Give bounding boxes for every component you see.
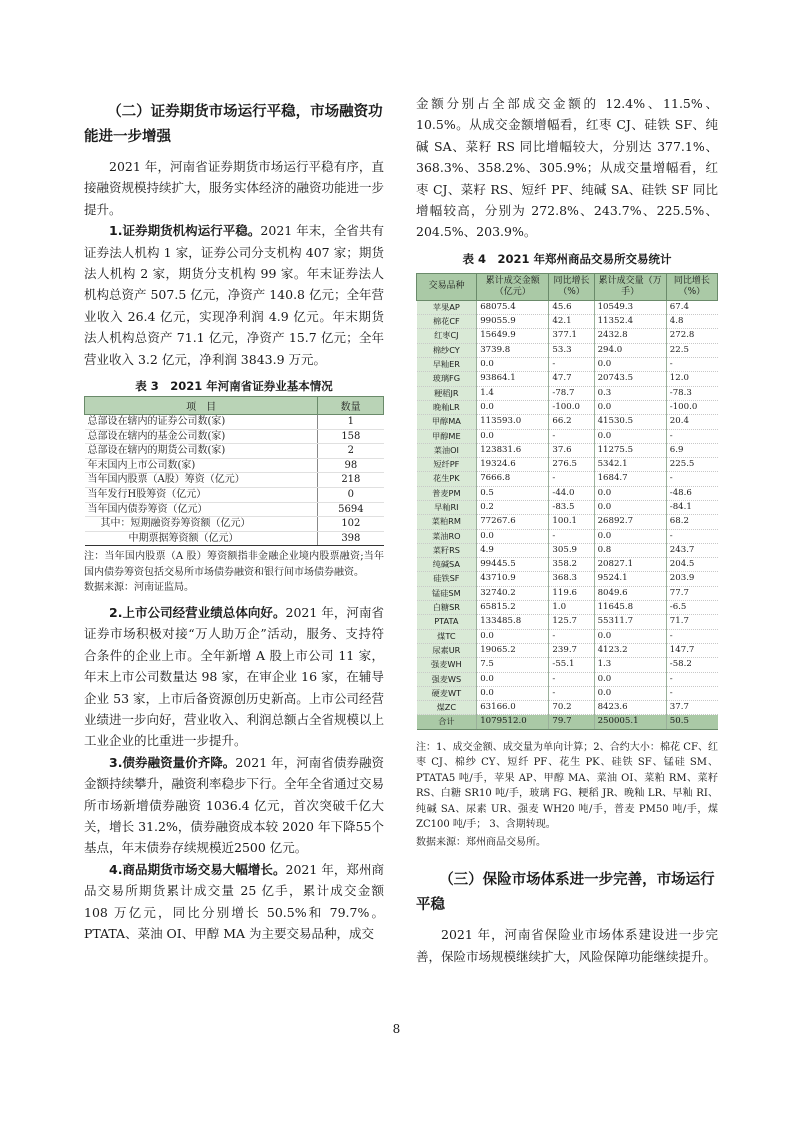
- table4-product-cell: 红枣CJ: [417, 329, 477, 343]
- table4-value-cell: -: [549, 672, 594, 686]
- table4-value-cell: -100.0: [666, 400, 717, 414]
- table4-product-cell: 煤TC: [417, 629, 477, 643]
- paragraph-text: 2021 年，河南省债券融资金额持续攀升，融资利率稳步下行。全年全省通过交易所市场新增债券融资 1036.4 亿元，首次突破千亿大关，增长 31.2%，债券融资成本较 2020 年下降55个基点，年末债券存续规模近2500 亿元。: [84, 754, 385, 856]
- table-row: [85, 458, 384, 473]
- table4-value-cell: -84.1: [666, 501, 717, 515]
- table4: [416, 273, 718, 730]
- table4-value-cell: 45.6: [549, 300, 594, 314]
- table4-caption: 表 4 2021 年郑州商品交易所交易统计: [462, 251, 672, 266]
- table4-value-cell: 20827.1: [594, 558, 666, 572]
- table4-value-cell: 67.4: [666, 300, 717, 314]
- table3-value: 5694: [318, 502, 384, 517]
- table4-value-cell: 0.0: [594, 672, 666, 686]
- table4-product-cell: 合计: [417, 715, 477, 729]
- table4-value-cell: 20.4: [666, 415, 717, 429]
- table3-label: 当年国内股票（A股）筹资（亿元）: [85, 473, 318, 488]
- table-row: [417, 558, 718, 572]
- paragraph-title: 3.债券融资量价齐降。: [109, 754, 236, 770]
- table4-value-cell: 65815.2: [477, 601, 549, 615]
- table4-value-cell: 37.7: [666, 701, 717, 715]
- table4-value-cell: 0.0: [477, 529, 549, 543]
- table4-product-cell: 强麦WS: [417, 672, 477, 686]
- table4-value-cell: 11645.8: [594, 601, 666, 615]
- table4-value-cell: -78.7: [549, 386, 594, 400]
- table4-product-cell: 普麦PM: [417, 486, 477, 500]
- table4-value-cell: 377.1: [549, 329, 594, 343]
- table4-value-cell: 47.7: [549, 372, 594, 386]
- table4-product-cell: 强麦WH: [417, 658, 477, 672]
- table4-value-cell: 99055.9: [477, 315, 549, 329]
- table4-value-cell: 68.2: [666, 515, 717, 529]
- table4-value-cell: -: [666, 429, 717, 443]
- table4-value-cell: 204.5: [666, 558, 717, 572]
- table4-value-cell: -48.6: [666, 486, 717, 500]
- table3-label: 当年国内债券筹资（亿元）: [85, 502, 318, 517]
- table-row: [417, 601, 718, 615]
- table4-value-cell: 0.0: [477, 686, 549, 700]
- table4-value-cell: 0.5: [477, 486, 549, 500]
- table-row: [85, 444, 384, 459]
- table4-header-cell: 同比增长（%）: [549, 273, 594, 300]
- table4-product-cell: 花生PK: [417, 472, 477, 486]
- table4-value-cell: -100.0: [549, 400, 594, 414]
- table-row: [417, 529, 718, 543]
- table4-value-cell: -: [666, 472, 717, 486]
- table4-product-cell: 硬麦WT: [417, 686, 477, 700]
- table4-value-cell: 368.3: [549, 572, 594, 586]
- table4-value-cell: 8049.6: [594, 586, 666, 600]
- table3-value: 2: [318, 444, 384, 459]
- table4-value-cell: 43710.9: [477, 572, 549, 586]
- table4-value-cell: 5342.1: [594, 458, 666, 472]
- table-row: [417, 572, 718, 586]
- table-row: [417, 300, 718, 314]
- paragraph-text: 2021 年，郑州商品交易所期货累计成交量 25 亿手，累计成交金额 108 万亿元，同比分别增长 50.5%和 79.7%。PTATA、菜油 OI、甲醇 MA 为主要交易品种，成交: [84, 861, 384, 941]
- table3-label: 总部设在辖内的证券公司数(家): [85, 415, 318, 430]
- table4-value-cell: 68075.4: [477, 300, 549, 314]
- table4-value-cell: 22.5: [666, 343, 717, 357]
- table-row: [417, 315, 718, 329]
- table-row: [417, 472, 718, 486]
- table4-value-cell: 147.7: [666, 643, 717, 657]
- table4-product-cell: 早籼RI: [417, 501, 477, 515]
- table4-value-cell: -: [666, 358, 717, 372]
- table4-value-cell: 119.6: [549, 586, 594, 600]
- table4-value-cell: 7.5: [477, 658, 549, 672]
- table-row: [417, 386, 718, 400]
- table-row: [417, 343, 718, 357]
- table3-label: 总部设在辖内的基金公司数(家): [85, 429, 318, 444]
- table4-value-cell: 11352.4: [594, 315, 666, 329]
- table4-value-cell: -: [549, 429, 594, 443]
- table3-header-count: 数量: [318, 397, 384, 415]
- paragraph-text: 2021 年，河南省证券市场积极对接“万人助万企”活动，服务、支持符合条件的企业上市。全年新增 A 股上市公司 11 家，年末上市公司数量达 98 家，在审企业 16 家，在辅导企业 53 家，上市后备资源创历史新高。上市公司经营业绩进一步向好，营业收入、利润总额占全省规模以上工业企业的比重进一步提升。: [84, 604, 385, 749]
- table-row: [417, 686, 718, 700]
- table4-value-cell: 77267.6: [477, 515, 549, 529]
- table4-value-cell: -: [666, 629, 717, 643]
- table4-product-cell: 硅铁SF: [417, 572, 477, 586]
- table4-value-cell: 42.1: [549, 315, 594, 329]
- table4-value-cell: 12.0: [666, 372, 717, 386]
- table4-value-cell: 4123.2: [594, 643, 666, 657]
- table-row: [85, 531, 384, 546]
- table4-value-cell: 0.0: [477, 629, 549, 643]
- table-row: [85, 502, 384, 517]
- table4-value-cell: -: [666, 686, 717, 700]
- table4-value-cell: 0.0: [594, 358, 666, 372]
- table4-product-cell: 菜粕RM: [417, 515, 477, 529]
- table-row: [417, 358, 718, 372]
- table4-value-cell: 4.8: [666, 315, 717, 329]
- table4-value-cell: 0.0: [594, 529, 666, 543]
- table4-value-cell: 305.9: [549, 543, 594, 557]
- table4-product-cell: 纯碱SA: [417, 558, 477, 572]
- table4-product-cell: 甲醇ME: [417, 429, 477, 443]
- table4-value-cell: 70.2: [549, 701, 594, 715]
- table3-label: 当年发行H股筹资（亿元）: [85, 488, 318, 503]
- table4-value-cell: -: [549, 629, 594, 643]
- table4-value-cell: 37.6: [549, 443, 594, 457]
- table4-value-cell: 0.8: [594, 543, 666, 557]
- table4-value-cell: 11275.5: [594, 443, 666, 457]
- table3-value: 398: [318, 531, 384, 546]
- section-heading-insurance: （三）保险市场体系进一步完善，市场运行平稳: [416, 872, 715, 914]
- right-column: [416, 93, 718, 967]
- page-number: 8: [392, 1022, 401, 1036]
- table4-value-cell: 0.2: [477, 501, 549, 515]
- table-row: [417, 586, 718, 600]
- table4-value-cell: 239.7: [549, 643, 594, 657]
- table3-note: 注：当年国内股票（A 股）筹资额指非金融企业境内股票融资;当年国内债券筹资包括交易所市场债券融资和银行间市场债券融资。: [84, 551, 384, 578]
- paragraph-bonds: [84, 752, 384, 859]
- table-row: [85, 473, 384, 488]
- table4-value-cell: 66.2: [549, 415, 594, 429]
- table4-value-cell: 276.5: [549, 458, 594, 472]
- table-row: [417, 543, 718, 557]
- table4-product-cell: 晚籼LR: [417, 400, 477, 414]
- paragraph-title: 4.商品期货市场交易大幅增长。: [109, 861, 286, 877]
- table4-header-cell: 同比增长（%）: [666, 273, 717, 300]
- table4-product-cell: 苹果AP: [417, 300, 477, 314]
- table4-value-cell: 0.0: [594, 400, 666, 414]
- table-row: [417, 615, 718, 629]
- table-row: [85, 429, 384, 444]
- table4-value-cell: 0.0: [477, 429, 549, 443]
- table3-header-item: 项 目: [85, 397, 318, 415]
- table4-value-cell: 225.5: [666, 458, 717, 472]
- table4-value-cell: 0.0: [594, 686, 666, 700]
- table4-value-cell: 2432.8: [594, 329, 666, 343]
- table-row: [417, 400, 718, 414]
- table4-value-cell: 4.9: [477, 543, 549, 557]
- table4-product-cell: 菜油OI: [417, 443, 477, 457]
- table4-value-cell: 79.7: [549, 715, 594, 729]
- table4-product-cell: 粳稻JR: [417, 386, 477, 400]
- table-row: [417, 629, 718, 643]
- table4-value-cell: 0.0: [594, 501, 666, 515]
- table4-value-cell: 133485.8: [477, 615, 549, 629]
- table4-value-cell: 113593.0: [477, 415, 549, 429]
- paragraph-title: 2.上市公司经营业绩总体向好。: [109, 604, 286, 620]
- table4-value-cell: 0.0: [594, 486, 666, 500]
- table4-value-cell: -83.5: [549, 501, 594, 515]
- table4-product-cell: 白糖SR: [417, 601, 477, 615]
- table4-value-cell: 77.7: [666, 586, 717, 600]
- table4-value-cell: 1684.7: [594, 472, 666, 486]
- table4-source: 数据来源：郑州商品交易所。: [416, 836, 546, 848]
- table4-product-cell: 菜籽RS: [417, 543, 477, 557]
- table4-product-cell: 玻璃FG: [417, 372, 477, 386]
- table4-value-cell: 53.3: [549, 343, 594, 357]
- table4-value-cell: 7666.8: [477, 472, 549, 486]
- table4-value-cell: -6.5: [666, 601, 717, 615]
- table-row: [417, 329, 718, 343]
- table3-label: 中期票据筹资额（亿元）: [85, 531, 318, 546]
- paragraph-institutions: [84, 220, 384, 370]
- table3-header: [85, 397, 384, 415]
- table4-value-cell: 63166.0: [477, 701, 549, 715]
- table3-value: 0: [318, 488, 384, 503]
- table-row: [85, 415, 384, 430]
- table4-value-cell: 1.4: [477, 386, 549, 400]
- table4-header: [417, 273, 718, 300]
- table4-product-cell: 尿素UR: [417, 643, 477, 657]
- table4-value-cell: 203.9: [666, 572, 717, 586]
- table4-value-cell: 99445.5: [477, 558, 549, 572]
- table4-value-cell: -: [549, 529, 594, 543]
- table4-value-cell: 125.7: [549, 615, 594, 629]
- table4-value-cell: -: [549, 686, 594, 700]
- table4-value-cell: -55.1: [549, 658, 594, 672]
- table4-value-cell: 243.7: [666, 543, 717, 557]
- table4-value-cell: 1079512.0: [477, 715, 549, 729]
- table4-value-cell: 100.1: [549, 515, 594, 529]
- table4-value-cell: 20743.5: [594, 372, 666, 386]
- table4-value-cell: 0.0: [594, 629, 666, 643]
- table-row: [417, 515, 718, 529]
- table-row: [85, 517, 384, 532]
- table-row: [417, 701, 718, 715]
- table4-value-cell: 358.2: [549, 558, 594, 572]
- table4-value-cell: 55311.7: [594, 615, 666, 629]
- section-heading-securities: （二）证券期货市场运行平稳，市场融资功能进一步增强: [84, 104, 383, 145]
- table4-value-cell: 1.0: [549, 601, 594, 615]
- table4-body: [417, 300, 718, 729]
- table3-source: 数据来源：河南证监局。: [84, 582, 194, 594]
- table4-value-cell: -: [666, 529, 717, 543]
- table3-value: 102: [318, 517, 384, 532]
- table4-value-cell: 19324.6: [477, 458, 549, 472]
- table4-value-cell: 6.9: [666, 443, 717, 457]
- table4-value-cell: 10549.3: [594, 300, 666, 314]
- table4-value-cell: 9524.1: [594, 572, 666, 586]
- table4-value-cell: 1.3: [594, 658, 666, 672]
- table4-value-cell: 0.3: [594, 386, 666, 400]
- table4-value-cell: 0.0: [477, 358, 549, 372]
- table-row: [417, 643, 718, 657]
- table3-value: 98: [318, 458, 384, 473]
- table4-product-cell: 锰硅SM: [417, 586, 477, 600]
- intro-paragraph: 2021 年，河南省证券期货市场运行平稳有序，直接融资规模持续扩大，服务实体经济的融资功能进一步提升。: [84, 159, 385, 217]
- table4-header-cell: 累计成交金额（亿元）: [477, 273, 549, 300]
- table3-value: 158: [318, 429, 384, 444]
- table-row: [417, 658, 718, 672]
- table4-value-cell: 32740.2: [477, 586, 549, 600]
- table4-product-cell: 煤ZC: [417, 701, 477, 715]
- table4-value-cell: 26892.7: [594, 515, 666, 529]
- table-row: [417, 429, 718, 443]
- table4-value-cell: 19065.2: [477, 643, 549, 657]
- table4-value-cell: -: [549, 358, 594, 372]
- table4-value-cell: 71.7: [666, 615, 717, 629]
- table4-value-cell: 93864.1: [477, 372, 549, 386]
- paragraph-title: 1.证券期货机构运行平稳。: [109, 223, 261, 239]
- table4-total-row: [417, 715, 718, 729]
- table4-value-cell: 294.0: [594, 343, 666, 357]
- table4-value-cell: 0.0: [477, 400, 549, 414]
- paragraph-listed-companies: [84, 602, 384, 752]
- table-row: [85, 488, 384, 503]
- paragraph-futures: [84, 859, 384, 945]
- table4-header-cell: 累计成交量（万手）: [594, 273, 666, 300]
- table4-note: 注：1、成交金额、成交量为单向计算；2、合约大小：棉花 CF、红枣 CJ、棉纱 CY、短纤 PF、花生 PK、硅铁 SF、锰硅 SM、PTATA5 吨/手，苹果 AP、甲醇 MA、菜油 OI、菜粕 RM、菜籽 RS、白糖 SR10 吨/手，玻璃 FG、粳稻 JR、晚籼 LR、早籼 RI、纯碱 SA、尿素 UR、强麦 WH20 吨/手，普麦 PM50 吨/手，煤 ZC100 吨/手； 3、含期转现。: [416, 741, 718, 831]
- table4-value-cell: 41530.5: [594, 415, 666, 429]
- table4-product-cell: 早籼ER: [417, 358, 477, 372]
- table3-label: 年末国内上市公司数(家): [85, 458, 318, 473]
- paragraph-futures-continued: 金额分别占全部成交金额的 12.4%、11.5%、10.5%。从成交金额增幅看，红枣 CJ、硅铁 SF、纯碱 SA、菜籽 RS 同比增幅较大，分别达 377.1%、368.3%、358.2%、305.9%；从成交量增幅看，红枣 CJ、菜籽 RS、短纤 PF、纯碱 SA、硅铁 SF 同比增幅较高，分别为 272.8%、243.7%、225.5%、204.5%、203.9%。: [416, 96, 718, 240]
- table-row: [417, 672, 718, 686]
- table-row: [417, 415, 718, 429]
- table-row: [417, 443, 718, 457]
- table4-product-cell: 棉纱CY: [417, 343, 477, 357]
- table-row: [417, 501, 718, 515]
- table4-value-cell: -44.0: [549, 486, 594, 500]
- table4-header-cell: 交易品种: [417, 273, 477, 300]
- table3-value: 1: [318, 415, 384, 430]
- table4-value-cell: 3739.8: [477, 343, 549, 357]
- table4-value-cell: 250005.1: [594, 715, 666, 729]
- paragraph-insurance: 2021 年，河南省保险业市场体系建设进一步完善，保险市场规模继续扩大，风险保障功能继续提升。: [416, 927, 718, 964]
- table3-value: 218: [318, 473, 384, 488]
- table4-value-cell: -: [666, 672, 717, 686]
- table4-product-cell: PTATA: [417, 615, 477, 629]
- table3-label: 总部设在辖内的期货公司数(家): [85, 444, 318, 459]
- table4-value-cell: 0.0: [594, 429, 666, 443]
- table4-product-cell: 棉花CF: [417, 315, 477, 329]
- table4-value-cell: -78.3: [666, 386, 717, 400]
- table3-caption: 表 3 2021 年河南省证券业基本情况: [135, 379, 333, 394]
- table4-product-cell: 短纤PF: [417, 458, 477, 472]
- table4-product-cell: 菜油RO: [417, 529, 477, 543]
- table4-value-cell: 0.0: [477, 672, 549, 686]
- table-row: [417, 486, 718, 500]
- paragraph-text: 2021 年末，全省共有证券法人机构 1 家，证券公司分支机构 407 家；期货法人机构 2 家，期货分支机构 99 家。年末证券法人机构总资产 507.5 亿元，净资产 140.8 亿元；全年营业收入 26.4 亿元，实现净利润 4.9 亿元。年末期货法人机构总资产 71.1 亿元，净资产 15.7 亿元；全年营业收入 3.2 亿元，净利润 3843.9 万元。: [84, 223, 384, 367]
- table4-value-cell: 50.5: [666, 715, 717, 729]
- table4-value-cell: -58.2: [666, 658, 717, 672]
- left-column: [84, 100, 384, 944]
- table4-value-cell: 123831.6: [477, 443, 549, 457]
- table4-value-cell: -: [549, 472, 594, 486]
- table4-value-cell: 15649.9: [477, 329, 549, 343]
- table4-value-cell: 8423.6: [594, 701, 666, 715]
- table3-label: 其中：短期融资券筹资额（亿元）: [85, 517, 318, 532]
- table-row: [417, 372, 718, 386]
- table-row: [417, 458, 718, 472]
- table3: [84, 396, 384, 546]
- table4-product-cell: 甲醇MA: [417, 415, 477, 429]
- table4-value-cell: 272.8: [666, 329, 717, 343]
